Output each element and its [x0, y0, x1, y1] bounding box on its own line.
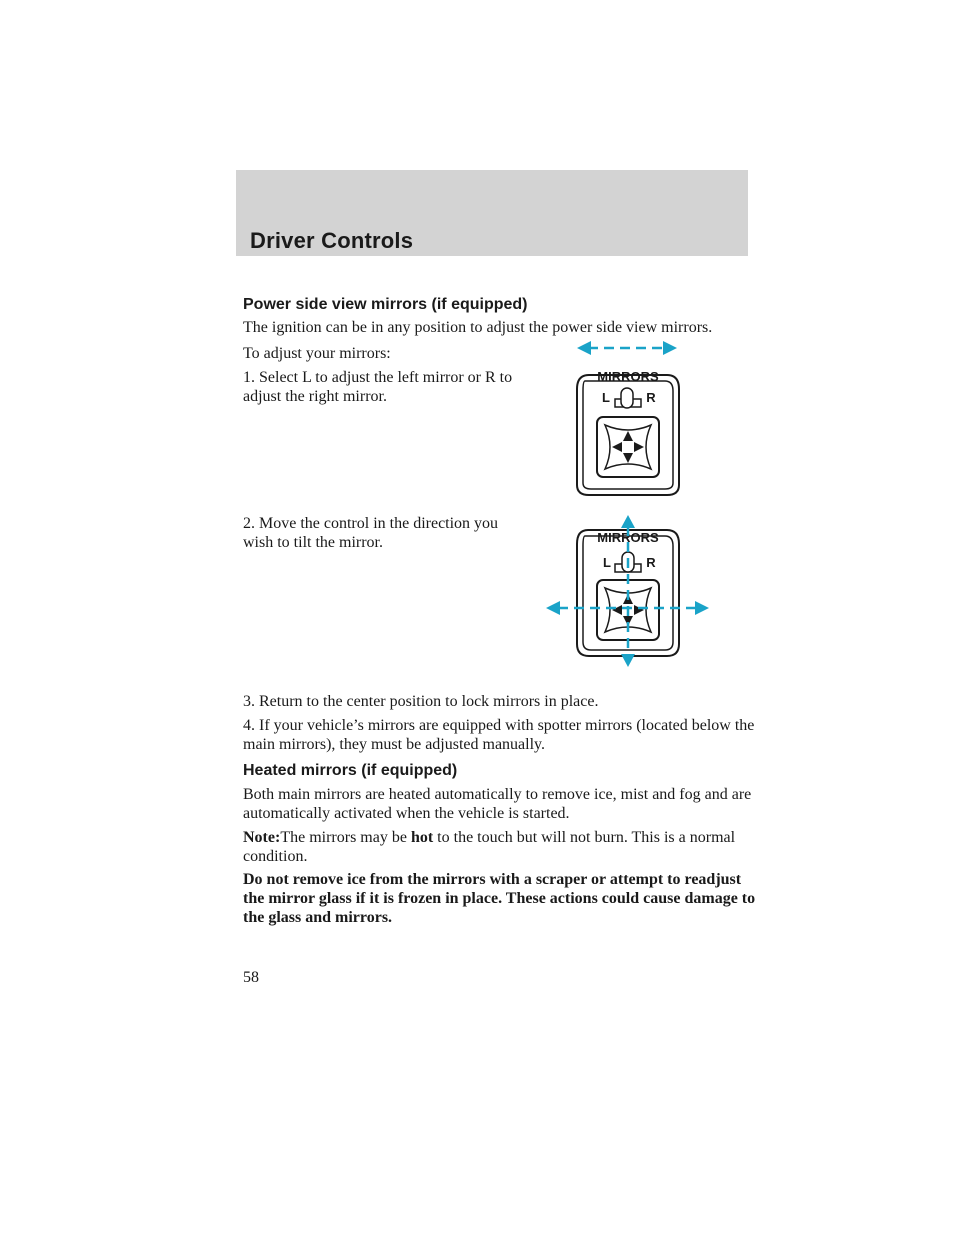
mirror-switch-select-figure [555, 335, 695, 500]
joystick-pad [597, 417, 659, 477]
horizontal-select-arrow-icon [577, 341, 677, 355]
heated-warning: Do not remove ice from the mirrors with a scraper or attempt to readjust the mirror glass if it is frozen in place. These actions could cause damage to the glass and mirrors. [243, 871, 756, 926]
mirrors-intro: The ignition can be in any position to adjust the power side view mirrors. [243, 319, 713, 336]
note-label: Note: [243, 829, 281, 846]
section-title: Driver Controls [250, 228, 414, 253]
mirrors-step-3: 3. Return to the center position to lock mirrors in place. [243, 693, 599, 710]
mirrors-to-adjust: To adjust your mirrors: [243, 345, 391, 362]
mirrors-step-1: 1. Select L to adjust the left mirror or R to adjust the right mirror. [243, 369, 513, 405]
direction-arrows-icon [612, 431, 644, 463]
mirror-switch-tilt-figure [540, 512, 715, 677]
note-text-before: The mirrors may be [280, 829, 411, 846]
mirrors-step-2: 2. Move the control in the direction you wish to tilt the mirror. [243, 515, 499, 551]
note-text-after: to the touch but will not burn. This is a normal condition. [243, 829, 736, 865]
right-label: R [646, 390, 656, 405]
note-hot: hot [410, 829, 434, 846]
right-label: R [646, 555, 656, 570]
mirrors-heading: Power side view mirrors (if equipped) [243, 296, 528, 313]
heated-heading: Heated mirrors (if equipped) [243, 762, 458, 779]
left-label: L [603, 555, 611, 570]
mirrors-label: MIRRORS [597, 369, 659, 384]
heated-note [243, 828, 763, 866]
selector-knob [615, 388, 641, 408]
page-number: 58 [243, 969, 259, 986]
heated-paragraph: Both main mirrors are heated automatically to remove ice, mist and fog and are automatically activated when the vehicle is started. [243, 786, 752, 822]
mirrors-label: MIRRORS [597, 530, 659, 545]
mirrors-step-4: 4. If your vehicle’s mirrors are equipped with spotter mirrors (located below the main mirrors), they must be adjusted manually. [243, 717, 755, 753]
left-label: L [602, 390, 610, 405]
